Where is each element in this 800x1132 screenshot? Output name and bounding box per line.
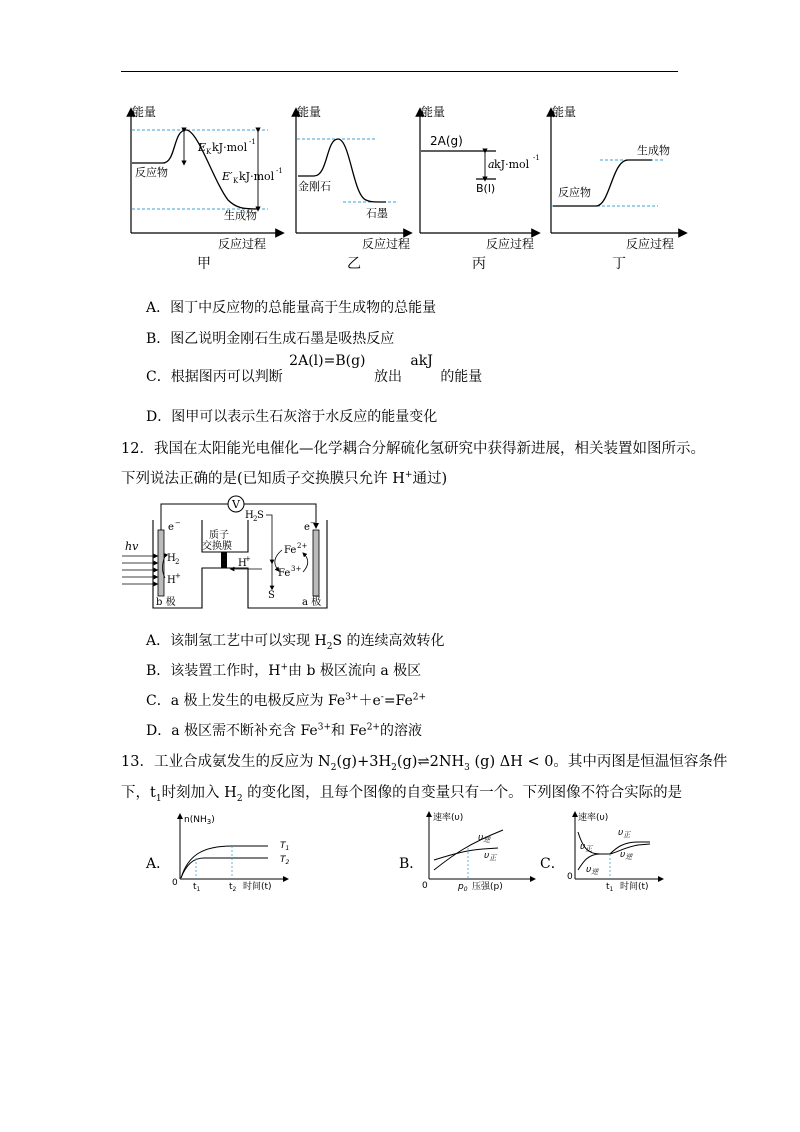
membrane-label-2: 交换膜 xyxy=(202,541,232,552)
svg-text:+: + xyxy=(175,572,181,580)
q13-fig-c-label: C． xyxy=(540,856,565,872)
svg-text:S: S xyxy=(257,510,264,521)
q13-stem-line2: 下，$t_1$时刻加入 $H_2$ 的变化图，且每个图像的自变量只有一个。下列图像不符合实际的是 xyxy=(121,785,683,804)
fig-a-x2: $t_2$ xyxy=(229,882,237,893)
svg-text:-1: -1 xyxy=(533,154,540,162)
jia-xlabel: 反应过程 xyxy=(218,237,267,251)
yi-ylabel: 能量 xyxy=(297,105,322,119)
b-pole-label: b 极 xyxy=(156,597,176,608)
figure-ding xyxy=(551,104,683,251)
svg-text:−: − xyxy=(175,519,181,527)
q13-figure-c xyxy=(567,811,661,893)
e-left: e xyxy=(168,522,174,533)
figure-bing xyxy=(420,104,540,251)
fig-b-v-ni: $\upsilon_逆$ xyxy=(478,833,491,844)
caption-ding: 丁 xyxy=(612,256,626,272)
figure-yi xyxy=(296,104,410,251)
ding-xlabel: 反应过程 xyxy=(626,237,675,251)
svg-text:kJ·mol: kJ·mol xyxy=(239,170,275,183)
bing-xlabel: 反应过程 xyxy=(486,237,535,251)
caption-bing: 丙 xyxy=(472,256,486,272)
hv-label: hv xyxy=(125,540,139,553)
equilibrium-arrow-icon: ⇌ xyxy=(417,754,430,770)
bing-reactant: 2A(g) xyxy=(430,134,463,148)
q13-fig-a-label: A． xyxy=(146,856,171,872)
fig-c-x1: $t_1$ xyxy=(606,882,614,893)
fig-a-x1: $t_1$ xyxy=(193,882,201,893)
fig-b-xlabel: 压强(p) xyxy=(472,882,503,892)
hplus-mid: H xyxy=(238,558,247,569)
figure-jia xyxy=(131,104,283,251)
hplus-left: H xyxy=(167,575,176,586)
s-product: S xyxy=(268,590,275,601)
h2s-label: H xyxy=(245,510,254,521)
q13-figures xyxy=(168,810,668,895)
jia-ylabel: 能量 xyxy=(132,105,157,119)
q11-c-value: akJ xyxy=(410,353,433,369)
fig-b-v-zheng: $\upsilon_正$ xyxy=(484,851,497,862)
jia-product: 生成物 xyxy=(224,209,257,222)
fe3-label: Fe xyxy=(278,568,291,579)
q11-option-a: A．图丁中反应物的总能量高于生成物的总能量 xyxy=(146,300,437,316)
jia-ek: E xyxy=(198,141,207,154)
q12-apparatus-diagram xyxy=(120,490,340,615)
fig-c-ylabel: 速率(υ) xyxy=(578,813,609,823)
q11-c-equation: 2A(l)=B(g) xyxy=(289,353,366,369)
ding-ylabel: 能量 xyxy=(552,105,577,119)
svg-text:kJ·mol: kJ·mol xyxy=(212,141,248,154)
svg-text:−: − xyxy=(310,519,316,527)
svg-text:kJ·mol: kJ·mol xyxy=(494,158,530,171)
yi-product: 石墨 xyxy=(366,207,388,220)
svg-text:+: + xyxy=(245,555,251,563)
ding-reactant: 反应物 xyxy=(558,186,591,199)
fig-b-origin: 0 xyxy=(422,881,428,891)
q11-option-d: D．图甲可以表示生石灰溶于水反应的能量变化 xyxy=(146,409,438,425)
yi-xlabel: 反应过程 xyxy=(362,237,411,251)
q11-figures xyxy=(118,100,688,275)
svg-text:3+: 3+ xyxy=(291,565,302,573)
ding-product: 生成物 xyxy=(637,144,670,157)
e-right: e xyxy=(304,522,310,533)
svg-text:K: K xyxy=(233,177,239,185)
fig-c-v-ni-right: $\upsilon_逆$ xyxy=(620,850,633,861)
jia-ekp: E′ xyxy=(222,170,233,183)
a-pole-label: a 极 xyxy=(302,597,322,608)
bing-a: a xyxy=(488,158,495,171)
q12-option-a: A．该制氢工艺中可以实现 $H_2S$ 的连续高效转化 xyxy=(146,633,445,652)
fig-a-t2: $T_2$ xyxy=(280,855,290,866)
fig-a-ylabel: $n(NH_3)$ xyxy=(184,815,215,826)
fig-a-origin: 0 xyxy=(172,878,178,888)
q13-figure-b xyxy=(422,811,533,893)
svg-text:K: K xyxy=(206,148,212,156)
membrane-label-1: 质子 xyxy=(209,530,229,541)
fig-c-v-zheng-top: $\upsilon_正$ xyxy=(618,828,631,839)
fig-a-t1: $T_1$ xyxy=(280,841,290,852)
fig-c-xlabel: 时间(t) xyxy=(620,882,649,892)
bing-ylabel: 能量 xyxy=(421,105,446,119)
yi-reactant: 金刚石 xyxy=(298,180,331,193)
q11-option-b: B．图乙说明金刚石生成石墨是吸热反应 xyxy=(146,331,395,347)
svg-text:2: 2 xyxy=(253,515,258,523)
voltmeter-label: V xyxy=(232,498,240,511)
q13-fig-b-label: B． xyxy=(399,856,424,872)
q13-stem-line1: 13．工业合成氨发生的反应为 $N_2(g)+3H_2(g)\rightleftharpoons 2NH_3$ (g) ΔH < 0。其中丙图是恒温恒容条件 xyxy=(121,754,728,773)
svg-text:2+: 2+ xyxy=(297,542,308,550)
q12-option-d: D．a 极区需不断补充含 $Fe^{3+}$和 $Fe^{2+}$的溶液 xyxy=(146,722,422,739)
fig-c-v-ni-left: $\upsilon_逆$ xyxy=(586,865,599,876)
h2-label: H xyxy=(167,553,176,564)
fe2-label: Fe xyxy=(284,545,297,556)
caption-yi: 乙 xyxy=(347,256,361,272)
header-rule xyxy=(121,71,678,72)
q11-option-c: C．根据图丙可以判断 2A(l)=B(g) 放出 akJ 的能量 xyxy=(146,353,483,385)
jia-reactant: 反应物 xyxy=(135,166,168,179)
svg-text:-1: -1 xyxy=(276,167,283,175)
fig-c-origin: 0 xyxy=(567,872,573,882)
q12-stem-line1: 12．我国在太阳能光电催化—化学耦合分解硫化氢研究中获得新进展，相关装置如图所示。 xyxy=(121,441,705,457)
fig-c-v-zheng-left: $\upsilon_正$ xyxy=(580,842,593,853)
fig-b-p0: $p_0$ xyxy=(458,882,468,893)
caption-jia: 甲 xyxy=(197,256,211,272)
fig-a-xlabel: 时间(t) xyxy=(243,882,272,892)
svg-text:-1: -1 xyxy=(249,138,256,146)
svg-text:2: 2 xyxy=(175,558,180,566)
q12-stem-line2: 下列说法正确的是(已知质子交换膜只允许 H+通过) xyxy=(121,470,448,487)
q12-option-b: B．该装置工作时，H+由 b 极区流向 a 极区 xyxy=(146,662,422,679)
bing-product: B(l) xyxy=(476,182,496,195)
q12-option-c: C．a 极上发生的电极反应为 $Fe^{3+}+e^-=Fe^{2+}$ xyxy=(146,692,427,709)
q13-figure-a xyxy=(172,815,290,893)
fig-b-ylabel: 速率(υ) xyxy=(433,813,464,823)
